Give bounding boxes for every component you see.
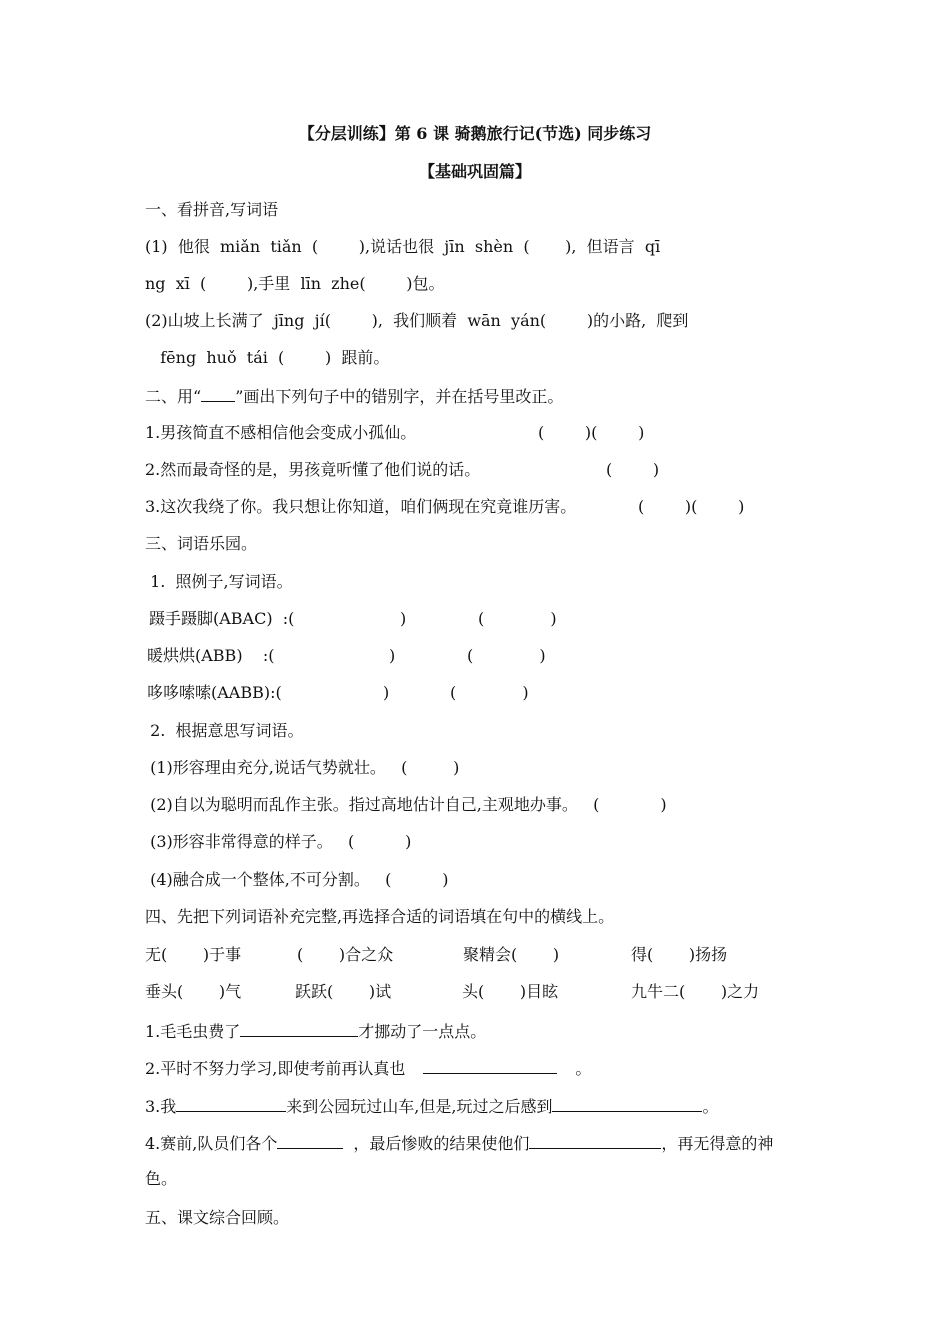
pinyin-line-2: ng xī ( ),手里 līn zhe( )包。: [145, 274, 445, 293]
idiom-6: 跃跃( )试: [295, 982, 392, 1001]
example-3-label: 哆哆嗦嗦(AABB):(: [147, 683, 282, 702]
example-1-bracket-2: ( ): [478, 609, 557, 628]
fill-4-blank-1[interactable]: [277, 1130, 343, 1149]
section-1-heading: 一、看拼音,写词语: [145, 200, 279, 219]
fill-3-blank-1[interactable]: [176, 1093, 286, 1112]
idiom-5: 垂头( )气: [145, 982, 242, 1001]
fill-1-post: 才挪动了一点点。: [358, 1022, 487, 1041]
example-1-bracket-close: ): [400, 609, 407, 628]
fill-sentence-4-cont: 色。: [145, 1169, 178, 1188]
section-subtitle: 【基础巩固篇】: [418, 162, 531, 181]
example-2-bracket-2: ( ): [467, 646, 546, 665]
idiom-1: 无( )于事: [145, 945, 242, 964]
fill-2-blank[interactable]: [423, 1055, 557, 1074]
example-2-bracket-close: ): [389, 646, 396, 665]
section-3-sub-1: 1. 照例子,写词语。: [145, 572, 293, 591]
fill-4-mid: ，最后惨败的结果使他们: [353, 1134, 530, 1153]
typo-item-3: 3.这次我绕了你。我只想让你知道，咱们俩现在究竟谁历害。: [145, 497, 577, 516]
typo-item-3-brackets: ( )( ): [638, 497, 745, 516]
definition-2: (2)自以为聪明而乱作主张。指过高地估计自己,主观地办事。 ( ): [145, 795, 667, 814]
definition-3: (3)形容非常得意的样子。 ( ): [145, 832, 412, 851]
definition-4: (4)融合成一个整体,不可分割。 ( ): [145, 870, 449, 889]
typo-item-1-brackets: ( )( ): [538, 423, 645, 442]
page-title: 【分层训练】第 6 课 骑鹅旅行记(节选) 同步练习: [298, 124, 652, 143]
section-4-heading: 四、先把下列词语补充完整,再选择合适的词语填在句中的横线上。: [145, 907, 615, 926]
example-3-bracket-close: ): [383, 683, 390, 702]
pinyin-line-1: (1) 他很 miǎn tiǎn ( ),说话也很 jīn shèn ( ), 但语言 qī: [145, 237, 661, 256]
fill-4-blank-2[interactable]: [529, 1130, 661, 1149]
idiom-7: 头( )目眩: [462, 982, 559, 1001]
fill-3-pre: 3.我: [145, 1097, 177, 1116]
section-3-heading: 三、词语乐园。: [145, 534, 258, 553]
typo-item-2: 2.然而最奇怪的是，男孩竟听懂了他们说的话。: [145, 460, 481, 479]
fill-3-post: 。: [702, 1097, 719, 1116]
section-3-sub-2: 2. 根据意思写词语。: [145, 721, 304, 740]
fill-4-post: ，再无得意的神: [661, 1134, 774, 1153]
fill-sentence-4: [145, 1130, 773, 1154]
fill-sentence-1: [145, 1018, 486, 1042]
fill-3-blank-2[interactable]: [552, 1093, 702, 1112]
pinyin-line-4: fēng huǒ tái ( ) 跟前。: [145, 348, 390, 367]
fill-1-blank[interactable]: [240, 1018, 358, 1037]
typo-item-1: 1.男孩简直不感相信他会变成小孤仙。: [145, 423, 417, 442]
typo-item-2-brackets: ( ): [606, 460, 660, 479]
fill-sentence-2: [145, 1055, 591, 1079]
idiom-3: 聚精会( ): [463, 945, 560, 964]
definition-1: (1)形容理由充分,说话气势就壮。 ( ): [145, 758, 460, 777]
fill-2-pre: 2.平时不努力学习,即使考前再认真也: [145, 1059, 406, 1078]
section-2-heading-post: ”画出下列句子中的错别字，并在括号里改正。: [235, 387, 564, 406]
section-2-heading-pre: 二、用“: [145, 387, 202, 406]
example-1-label: 蹑手蹑脚(ABAC) :(: [149, 609, 295, 628]
example-2-label: 暖烘烘(ABB) :(: [147, 646, 275, 665]
idiom-4: 得( )扬扬: [631, 945, 728, 964]
section-2-heading: [145, 383, 563, 407]
idiom-2: ( )合之众: [297, 945, 394, 964]
example-3-bracket-2: ( ): [450, 683, 529, 702]
fill-3-mid: 来到公园玩过山车,但是,玩过之后感到: [286, 1097, 553, 1116]
fill-2-post: 。: [575, 1059, 592, 1078]
section-5-heading: 五、课文综合回顾。: [145, 1208, 290, 1227]
underline-sample: [201, 383, 235, 402]
fill-1-pre: 1.毛毛虫费了: [145, 1022, 241, 1041]
fill-4-pre: 4.赛前,队员们各个: [145, 1134, 278, 1153]
fill-sentence-3: [145, 1093, 718, 1117]
idiom-8: 九牛二( )之力: [631, 982, 760, 1001]
pinyin-line-3: (2)山坡上长满了 jīng jí( ), 我们顺着 wān yán( )的小路, 爬到: [145, 311, 689, 330]
